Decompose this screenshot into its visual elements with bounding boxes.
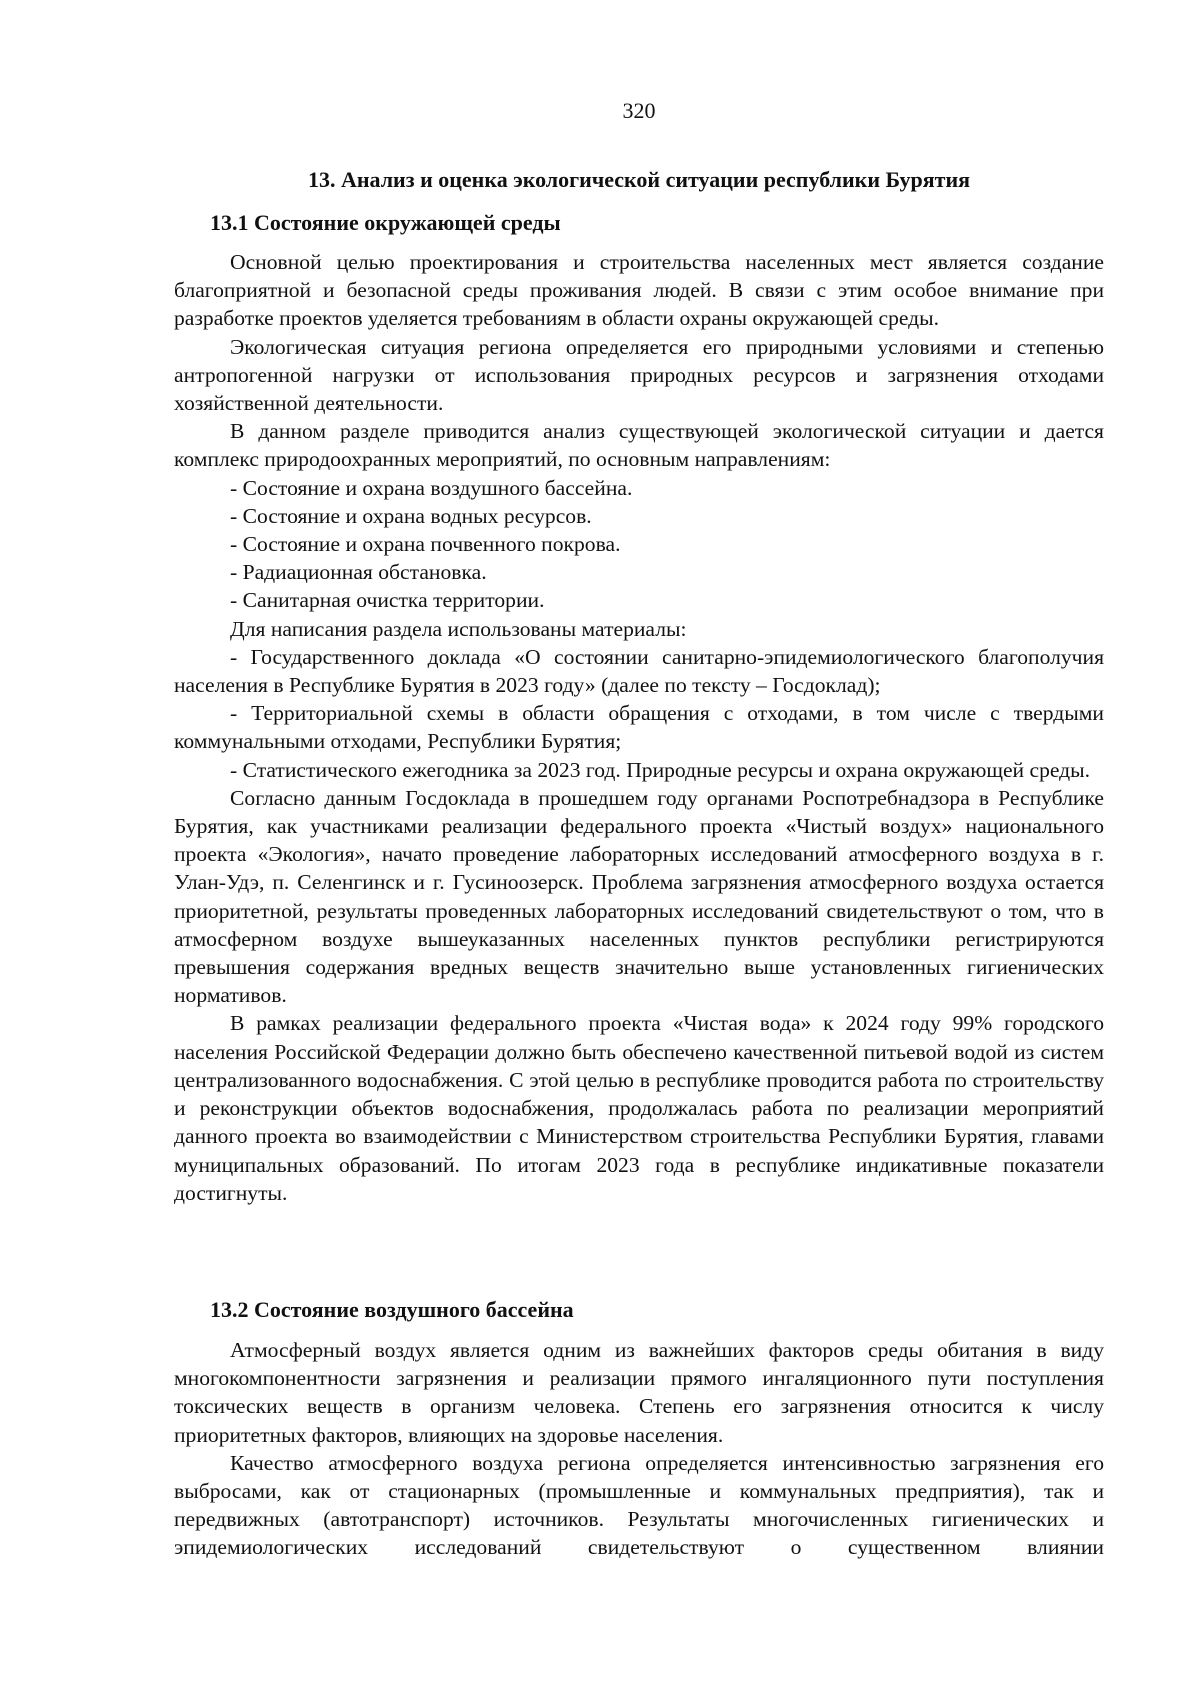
direction-list-item: - Состояние и охрана водных ресурсов.	[230, 503, 592, 528]
paragraph: Основной целью проектирования и строительства населенных мест является создание благоприятной и безопасной среды проживания людей. В связи с этим особое внимание при разработке проектов уделяется требованиям в области охраны окружающей среды.	[174, 250, 1104, 331]
chapter-title: 13. Анализ и оценка экологической ситуации республики Бурятия	[307, 167, 971, 192]
paragraph: В данном разделе приводится анализ существующей экологической ситуации и дается комплекс природоохранных мероприятий, по основным направлениям:	[174, 419, 1104, 472]
direction-list-item: - Состояние и охрана почвенного покрова.	[230, 532, 621, 557]
direction-list-item: - Состояние и охрана воздушного бассейна.	[230, 475, 633, 500]
direction-list-item: - Санитарная очистка территории.	[230, 588, 545, 613]
paragraph: Экологическая ситуация региона определяется его природными условиями и степенью антропогенной нагрузки от использования природных ресурсов и загрязнения отходами хозяйственной деятельности.	[174, 334, 1104, 416]
paragraph: Атмосферный воздух является одним из важнейших факторов среды обитания в виду многокомпонентности загрязнения и реализации прямого ингаляционного пути поступления токсических веществ в организм человека. Степень его загрязнения относится к числу приоритетных факторов, влияющих на здоровье населения.	[174, 1338, 1104, 1447]
materials-intro: Для написания раздела использованы материалы:	[230, 616, 687, 641]
section-13-1-body	[174, 248, 1104, 1207]
paragraph: Качество атмосферного воздуха региона определяется интенсивностью загрязнения его выбросами, как от стационарных (промышленные и коммунальных предприятия), так и передвижных (автотранспорт) источников. Результаты многочисленных гигиенических и эпидемиологических исследований свидетельствуют о существенном влиянии	[174, 1450, 1104, 1560]
page-number: 320	[622, 98, 656, 123]
paragraph: В рамках реализации федерального проекта «Чистая вода» к 2024 году 99% городского населения Российской Федерации должно быть обеспечено качественной питьевой водой из систем централизованного водоснабжения. С этой целью в республике проводится работа по строительству и реконструкции объектов водоснабжения, продолжалась работа по реализации мероприятий данного проекта во взаимодействии с Министерством строительства Республики Бурятия, главами муниципальных образований. По итогам 2023 года в республике индикативные показатели достигнуты.	[174, 1011, 1104, 1205]
materials-list-item: - Территориальной схемы в области обращения с отходами, в том числе с твердыми коммунальными отходами, Республики Бурятия;	[174, 701, 1104, 754]
section-13-1-title: 13.1 Состояние окружающей среды	[210, 210, 561, 235]
section-13-2-body	[174, 1336, 1104, 1562]
materials-list-item: - Статистического ежегодника за 2023 год. Природные ресурсы и охрана окружающей среды.	[230, 757, 1091, 782]
materials-list-item: - Государственного доклада «О состоянии санитарно-эпидемиологического благополучия населения в Республике Бурятия в 2023 году» (далее по тексту – Госдоклад);	[174, 644, 1104, 698]
section-13-2-title: 13.2 Состояние воздушного бассейна	[210, 1297, 574, 1322]
direction-list-item: - Радиационная обстановка.	[230, 560, 487, 585]
paragraph: Согласно данным Госдоклада в прошедшем году органами Роспотребнадзора в Республике Бурятия, как участниками реализации федерального проекта «Чистый воздух» национального проекта «Экология», начато проведение лабораторных исследований атмосферного воздуха в г. Улан-Удэ, п. Селенгинск и г. Гусиноозерск. Проблема загрязнения атмосферного воздуха остается приоритетной, результаты проведенных лабораторных исследований свидетельствуют о том, что в атмосферном воздухе вышеуказанных населенных пунктов республики регистрируются превышения содержания вредных веществ значительно выше установленных гигиенических нормативов.	[174, 785, 1104, 1008]
